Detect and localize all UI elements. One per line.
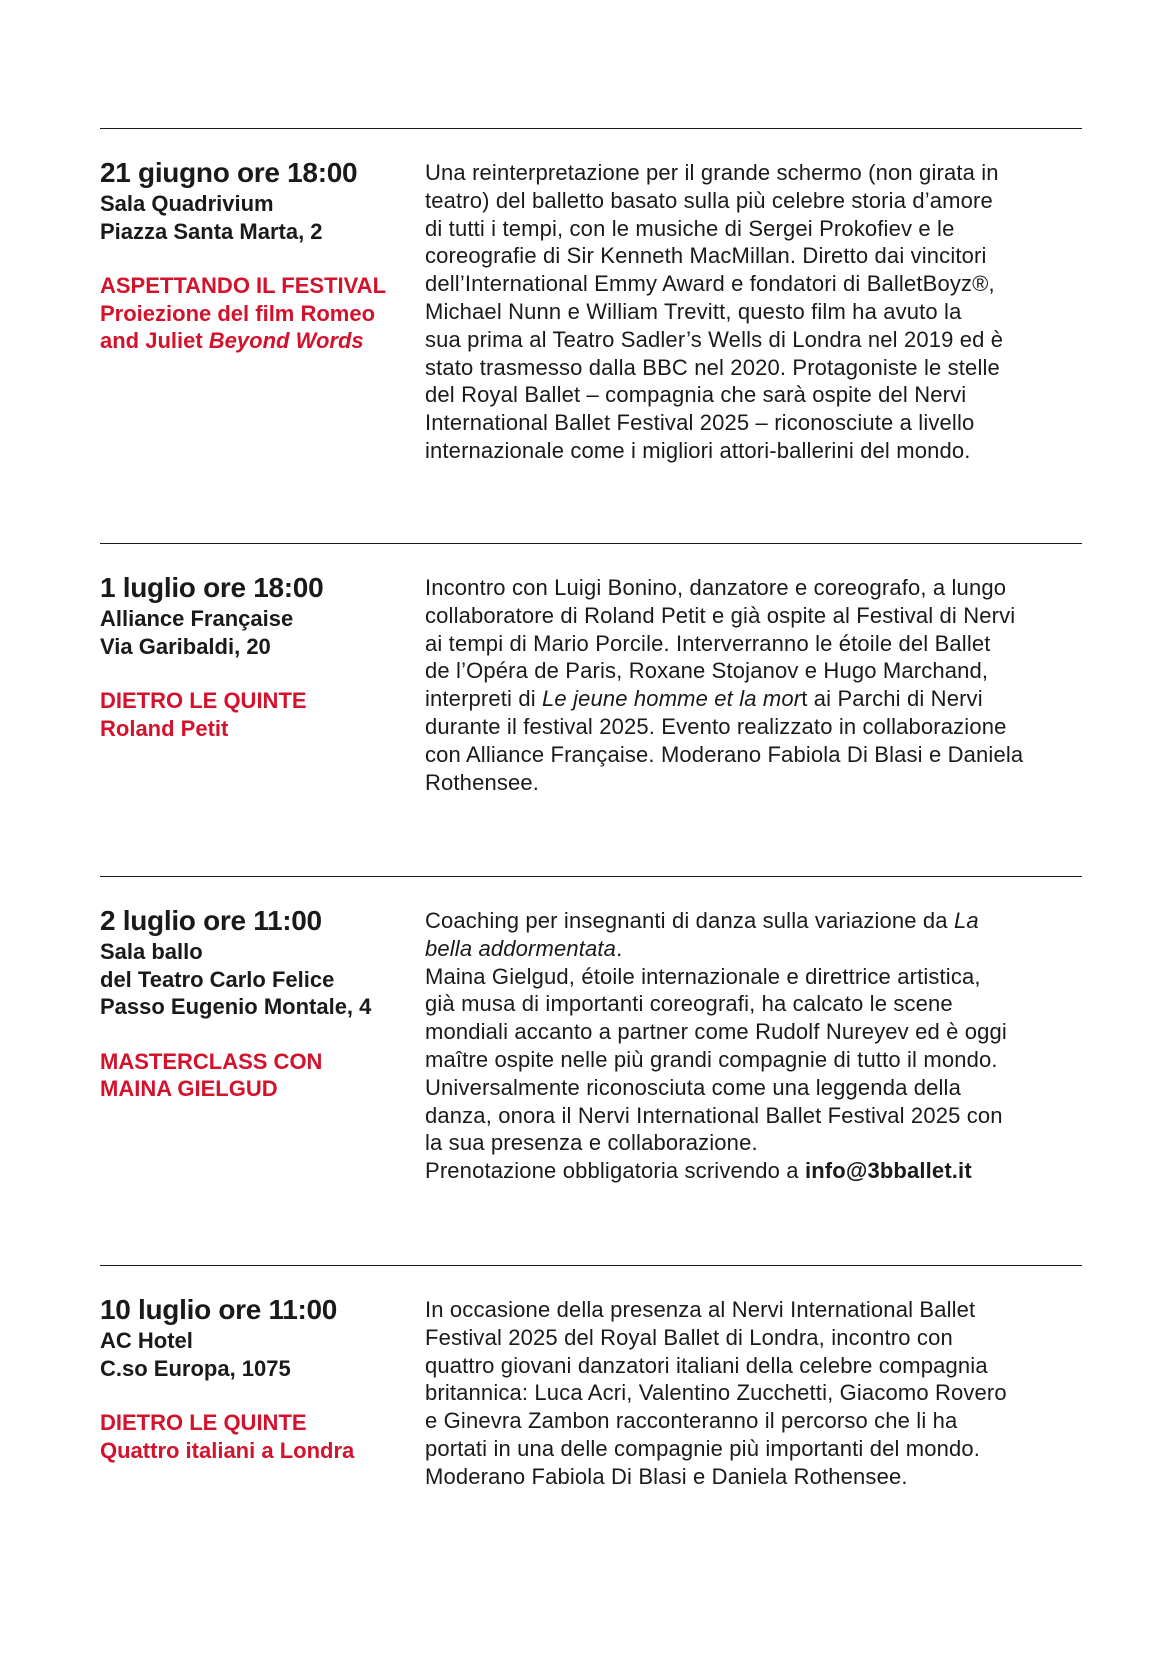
divider bbox=[100, 1265, 1082, 1266]
event-category: ASPETTANDO IL FESTIVAL bbox=[100, 273, 387, 298]
event-description: Incontro con Luigi Bonino, danzatore e coreografo, a lungo collaboratore di Roland Petit e già ospite al Festival di Nervi ai tempi di Mario Porcile. Interverranno le étoile del Ballet de l’Opéra de Paris, Roxane Stojanov e Hugo Marchand, interpreti di Le jeune homme et la mort ai Parchi di Nervi durante il festival 2025. Evento realizzato in collaborazione con Alliance Française. Moderano Fabiola Di Blasi e Daniela Rothensee. bbox=[425, 575, 1024, 795]
event-info bbox=[100, 571, 405, 742]
event-date: 1 luglio ore 18:00 bbox=[100, 572, 324, 603]
event-category: MASTERCLASS CON bbox=[100, 1048, 323, 1074]
event-title: Quattro italiani a Londra bbox=[100, 1437, 355, 1463]
venue-address: Piazza Santa Marta, 2 bbox=[100, 218, 323, 244]
event-category: DIETRO LE QUINTE bbox=[100, 1410, 307, 1435]
divider bbox=[100, 876, 1082, 877]
venue-name: Alliance Française bbox=[100, 606, 294, 631]
venue-address: Via Garibaldi, 20 bbox=[100, 633, 271, 659]
event-title: MAINA GIELGUD bbox=[100, 1076, 278, 1101]
event-info bbox=[100, 156, 405, 355]
event-title: Proiezione del film Romeo and Juliet bbox=[100, 300, 376, 353]
email-link[interactable]: info@3bballet.it bbox=[804, 1158, 972, 1184]
event-description: Coaching per insegnanti di danza sulla variazione da La bella addormentata. Maina Gielgud, étoile internazionale e direttrice artistica, già musa di importanti coreografi, ha calcato le scene mondiali accanto a partner come Rudolf Nureyev ed è oggi maître ospite nelle più grandi compagnie di tutto il mondo. Universalmente riconosciuta come una leggenda della danza, onora il Nervi International Ballet Festival 2025 con la sua presenza e collaborazione. Prenotazione obbligatoria scrivendo a info@3bballet.it bbox=[425, 908, 1007, 1184]
venue-name: Sala ballo bbox=[100, 939, 203, 964]
event-category-title bbox=[100, 1409, 405, 1464]
venue-name: AC Hotel bbox=[100, 1328, 193, 1353]
event-info bbox=[100, 1293, 405, 1464]
divider bbox=[100, 543, 1082, 544]
venue-address: Passo Eugenio Montale, 4 bbox=[100, 994, 372, 1019]
venue-detail: del Teatro Carlo Felice bbox=[100, 966, 335, 992]
event-date: 21 giugno ore 18:00 bbox=[100, 157, 358, 188]
event-title: Roland Petit bbox=[100, 715, 229, 741]
event-category-title bbox=[100, 1048, 405, 1103]
event-category-title bbox=[100, 687, 405, 742]
event-description: Una reinterpretazione per il grande schermo (non girata in teatro) del balletto basato sulla più celebre storia d’amore di tutti i tempi, con le musiche di Sergei Prokofiev e le coreografie di Sir Kenneth MacMillan. Diretto dai vincitori dell’International Emmy Award e fondatori di BalletBoyz®, Michael Nunn e William Trevitt, questo film ha avuto la sua prima al Teatro Sadler’s Wells di Londra nel 2019 ed è stato trasmesso dalla BBC nel 2020. Protagoniste le stelle del Royal Ballet – compagnia che sarà ospite del Nervi International Ballet Festival 2025 – riconosciute a livello internazionale come i migliori attori-ballerini del mondo. bbox=[425, 160, 1004, 463]
venue-name: Sala Quadrivium bbox=[100, 191, 274, 216]
event-date: 10 luglio ore 11:00 bbox=[100, 1294, 338, 1325]
event-description: In occasione della presenza al Nervi International Ballet Festival 2025 del Royal Ballet di Londra, incontro con quattro giovani danzatori italiani della celebre compagnia britannica: Luca Acri, Valentino Zucchetti, Giacomo Rovero e Ginevra Zambon racconteranno il percorso che li ha portati in una delle compagnie più importanti del mondo. Moderano Fabiola Di Blasi e Daniela Rothensee. bbox=[425, 1297, 1007, 1489]
event-info bbox=[100, 904, 405, 1103]
event-date: 2 luglio ore 11:00 bbox=[100, 905, 322, 936]
event-category-title bbox=[100, 272, 405, 355]
event-category: DIETRO LE QUINTE bbox=[100, 688, 307, 713]
venue-address: C.so Europa, 1075 bbox=[100, 1355, 291, 1381]
event-title-italic: Beyond Words bbox=[208, 328, 364, 353]
divider bbox=[100, 128, 1082, 129]
